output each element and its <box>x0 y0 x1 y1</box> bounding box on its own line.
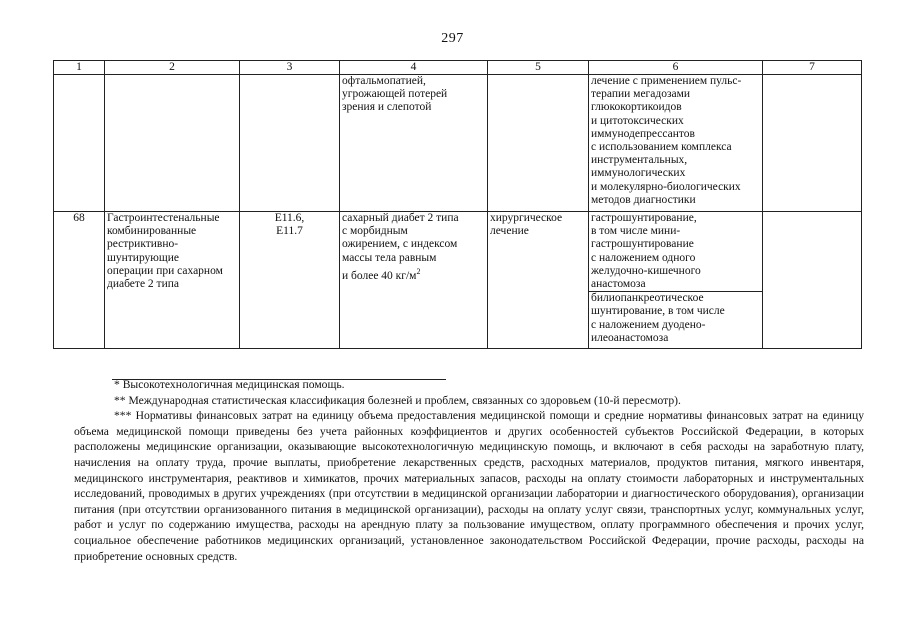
column-number: 3 <box>240 61 340 75</box>
column-number-row <box>54 61 862 75</box>
column-number: 5 <box>488 61 589 75</box>
icd-code-cell: E11.6, E11.7 <box>240 212 340 349</box>
care-type-cell: Гастроинтестенальные комбинированные рестриктивно- шунтирующие операции при сахарном диабете 2 типа <box>105 212 240 349</box>
table-cell <box>763 212 862 349</box>
treatment-method-cell: лечение с применением пульс- терапии мегадозами глюкокортикоидов и цитотоксических иммунодепрессантов с использованием комплекса инструментальных, иммунологических и молекулярно-биологических методов диагностики <box>589 75 763 212</box>
column-number: 6 <box>589 61 763 75</box>
page-number: 297 <box>441 31 464 46</box>
treatment-method-cell: билиопанкреотическое шунтирование, в том числе с наложением дуодено- илеоанастомоза <box>589 292 763 349</box>
row-number-cell: 68 <box>54 212 105 349</box>
footnote-3: *** Нормативы финансовых затрат на единицу объема предоставления медицинской помощи и средние нормативы финансовых затрат на единицу объема медицинской помощи приведены без учета районных коэффициентов и других особенностей субъектов Российской Федерации, в которых расположены медицинские организации, оказывающие высокотехнологичную медицинскую помощь, и включают в себя расходы на заработную плату, начисления на оплату труда, прочие выплаты, приобретение лекарственных средств, расходных материалов, продуктов питания, мягкого инвентаря, медицинского инструментария, реактивов и химикатов, прочих материальных запасов, расходы на оплату стоимости лабораторных и инструментальных исследований, проводимых в других учреждениях (при отсутствии в медицинской организации лаборатории и диагностического оборудования), организации питания (при отсутствии организованного питания в медицинской организации), расходы на оплату услуг связи, транспортных услуг, коммунальных услуг, работ и услуг по содержанию имущества, расходы на арендную плату за пользование имуществом, оплату программного обеспечения и прочих услуг, социальное обеспечение работников медицинских организаций, установленное законодательством Российской Федерации, прочие расходы, расходы на приобретение основных средств. <box>74 409 864 563</box>
diagnosis-model-cell <box>340 212 488 349</box>
column-number: 7 <box>763 61 862 75</box>
table-cell <box>54 75 105 212</box>
medical-care-table <box>53 60 862 349</box>
footnote-1: * Высокотехнологичная медицинская помощь. <box>114 378 345 391</box>
diagnosis-text: сахарный диабет 2 типа с морбидным ожирением, с индексом массы тела равным и более 40 кг/м <box>342 212 459 282</box>
table-row <box>54 75 862 212</box>
treatment-method-cell: гастрошунтирование, в том числе мини- гастрошунтирование с наложением одного желудочно-кишечного анастомоза <box>589 212 763 292</box>
diagnosis-model-cell: офтальмопатией, угрожающей потерей зрения и слепотой <box>340 75 488 212</box>
superscript: 2 <box>416 266 421 276</box>
treatment-type-cell: хирургическое лечение <box>488 212 589 349</box>
footnote-2: ** Международная статистическая классификация болезней и проблем, связанных со здоровьем (10-й пересмотр). <box>114 393 681 407</box>
table-cell <box>105 75 240 212</box>
column-number: 4 <box>340 61 488 75</box>
table-cell <box>763 75 862 212</box>
table-cell <box>488 75 589 212</box>
column-number: 2 <box>105 61 240 75</box>
table-cell <box>240 75 340 212</box>
table-row <box>54 212 862 292</box>
footnotes <box>74 377 864 564</box>
column-number: 1 <box>54 61 105 75</box>
